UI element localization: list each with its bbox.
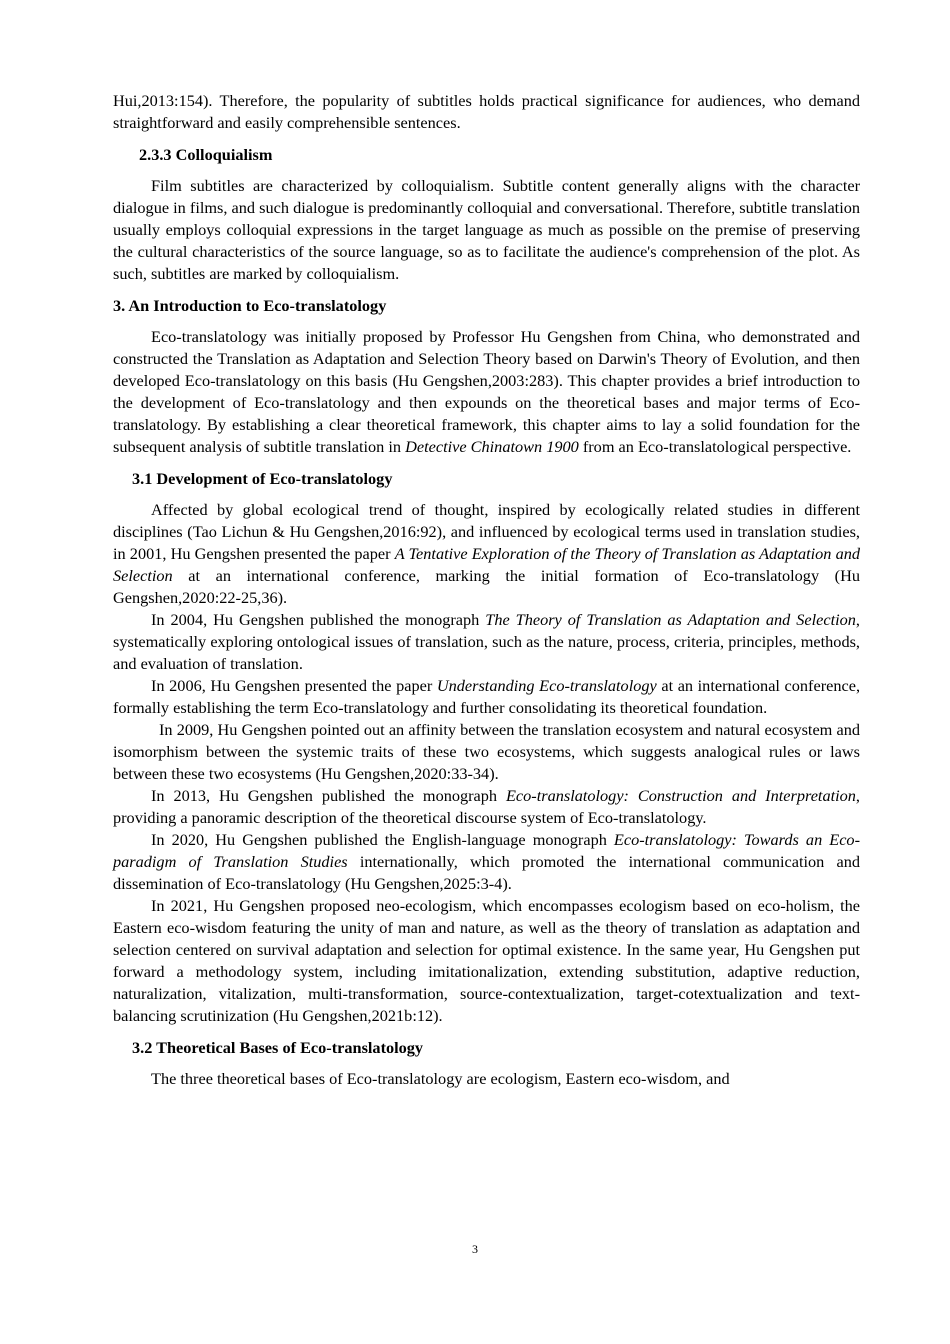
paragraph-2006 [113, 675, 860, 719]
paragraph-2013 [113, 785, 860, 829]
paragraph-2009: In 2009, Hu Gengshen pointed out an affinity between the translation ecosystem and natural ecosystem and isomorphism between the systemic traits of these two ecosystems, which suggests analogical rules or laws between these two ecosystems (Hu Gengshen,2020:33-34). [113, 720, 860, 783]
text: Eco-translatology was initially proposed by Professor Hu Gengshen from China, who demonstrated and constructed the Translation as Adaptation and Selection Theory based on Darwin's Theory of Evolution, and then developed Eco-translatology on this basis (Hu Gengshen,2003:283). This chapter provides a brief introduction to the development of Eco-translatology and then expounds on the theoretical bases and major terms of Eco-translatology. By establishing a clear theoretical framework, this chapter aims to lay a solid foundation for the subsequent analysis of subtitle translation in [113, 327, 860, 456]
text: from an Eco-translatological perspective. [578, 437, 852, 456]
text: In 2006, Hu Gengshen presented the paper [151, 676, 437, 695]
heading-3-2: 3.2 Theoretical Bases of Eco-translatology [132, 1038, 424, 1057]
paragraph-2001 [113, 499, 860, 609]
text: at an international conference, marking the initial formation of Eco-translatology (Hu Gengshen,2020:22-25,36). [113, 566, 860, 607]
text: , providing a panoramic description of the theoretical discourse system of Eco-translatology. [113, 786, 860, 827]
italic-title: Understanding Eco-translatology [436, 676, 657, 695]
heading-3: 3. An Introduction to Eco-translatology [113, 296, 387, 315]
paragraph-continuation: Hui,2013:154). Therefore, the popularity of subtitles holds practical significance for audiences, who demand straightforward and easily comprehensible sentences. [113, 91, 860, 132]
italic-title: Eco-translatology: Construction and Interpretation [505, 786, 856, 805]
text: In 2004, Hu Gengshen published the monograph [151, 610, 486, 629]
page-number: 3 [472, 1242, 478, 1256]
text: internationally, which promoted the international communication and dissemination of Eco-translatology (Hu Gengshen,2025:3-4). [113, 852, 860, 893]
text: at an international conference, formally establishing the term Eco-translatology and further consolidating its theoretical foundation. [113, 676, 861, 717]
paragraph-theoretical-bases: The three theoretical bases of Eco-translatology are ecologism, Eastern eco-wisdom, and [151, 1069, 730, 1088]
text: In 2020, Hu Gengshen published the English-language monograph [151, 830, 614, 849]
text: , systematically exploring ontological issues of translation, such as the nature, process, criteria, principles, methods, and evaluation of translation. [113, 610, 860, 673]
text: Affected by global ecological trend of thought, inspired by ecologically related studies in different disciplines (Tao Lichun & Hu Gengshen,2016:92), and influenced by ecological terms used in translation studies, in 2001, Hu Gengshen presented the paper [113, 500, 860, 563]
heading-2-3-3: 2.3.3 Colloquialism [139, 145, 273, 164]
paragraph-2004 [113, 609, 860, 675]
italic-title: Eco-translatology: Towards an Eco-paradigm of Translation Studies [113, 830, 860, 871]
paragraph-eco-intro [113, 326, 860, 458]
italic-title: The Theory of Translation as Adaptation and Selection [485, 610, 856, 629]
italic-title: Detective Chinatown 1900 [405, 437, 579, 456]
text: In 2013, Hu Gengshen published the monograph [151, 786, 506, 805]
paragraph-colloquialism: Film subtitles are characterized by colloquialism. Subtitle content generally aligns with the character dialogue in films, and such dialogue is predominantly colloquial and conversational. Therefore, subtitle translation usually employs colloquial expressions in the target language as much as possible on the premise of preserving the cultural characteristics of the source language, so as to facilitate the audience's comprehension of the plot. As such, subtitles are marked by colloquialism. [113, 176, 860, 283]
paragraph-2020 [113, 829, 860, 895]
document-page [113, 90, 860, 1090]
heading-3-1: 3.1 Development of Eco-translatology [132, 469, 393, 488]
italic-title: A Tentative Exploration of the Theory of Translation as Adaptation and Selection [113, 544, 860, 585]
paragraph-2021: In 2021, Hu Gengshen proposed neo-ecologism, which encompasses ecologism based on eco-holism, the Eastern eco-wisdom featuring the unity of man and nature, as well as the theory of translation as adaptation and selection centered on survival adaptation and selection for optimal existence. In the same year, Hu Gengshen put forward a methodology system, including imitationalization, extending substitution, adaptive reduction, naturalization, vitalization, multi-transformation, source-contextualization, target-cotextualization and text-balancing scrutinization (Hu Gengshen,2021b:12). [113, 896, 860, 1025]
